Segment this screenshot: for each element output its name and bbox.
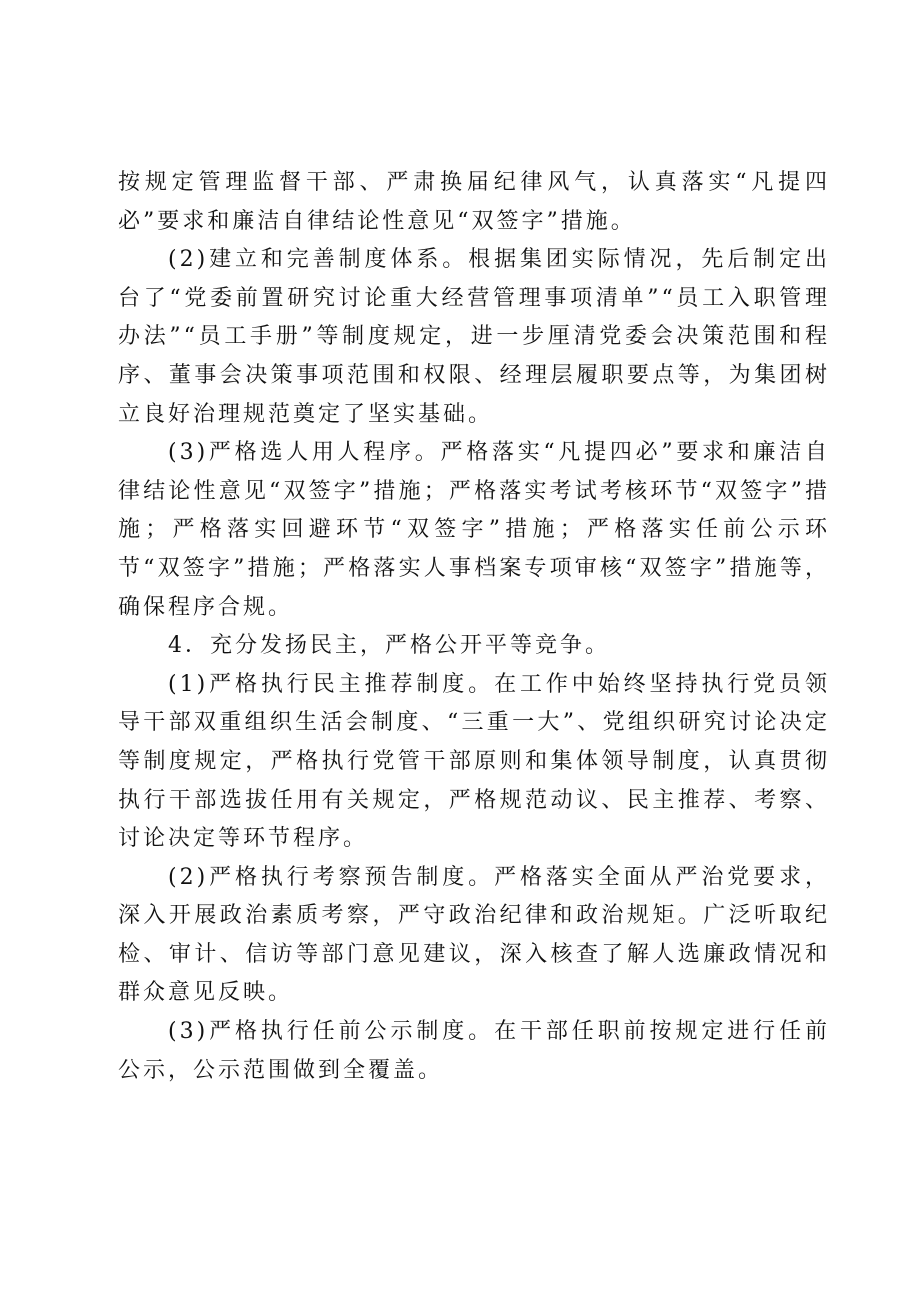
paragraph-6: (2)严格执行考察预告制度。严格落实全面从严治党要求，深入开展政治素质考察，严守政治纪律和政治规矩。广泛听取纪检、审计、信访等部门意见建议，深入核查了解人选廉政情况和群众意见反映。 <box>118 864 830 1006</box>
section-heading-4: 4．充分发扬民主，严格公开平等竞争。 <box>168 633 610 659</box>
paragraph-3: (3)严格选人用人程序。严格落实“凡提四必”要求和廉洁自律结论性意见“双签字”措施；严格落实考试考核环节“双签字”措施；严格落实回避环节“双签字”措施；严格落实任前公示环节“双签字”措施；严格落实人事档案专项审核“双签字”措施等，确保程序合规。 <box>118 440 830 620</box>
paragraph-7: (3)严格执行任前公示制度。在干部任职前按规定进行任前公示，公示范围做到全覆盖。 <box>118 1019 830 1083</box>
document-page <box>118 164 830 1090</box>
paragraph-5: (1)严格执行民主推荐制度。在工作中始终坚持执行党员领导干部双重组织生活会制度、“三重一大”、党组织研究讨论决定等制度规定，严格执行党管干部原则和集体领导制度，认真贯彻执行干部选拔任用有关规定，严格规范动议、民主推荐、考察、讨论决定等环节程序。 <box>118 671 830 852</box>
paragraph-1: 按规定管理监督干部、严肃换届纪律风气，认真落实“凡提四必”要求和廉洁自律结论性意见“双签字”措施。 <box>118 170 830 234</box>
paragraph-2: (2)建立和完善制度体系。根据集团实际情况，先后制定出台了“党委前置研究讨论重大经营管理事项清单”“员工入职管理办法”“员工手册”等制度规定，进一步厘清党委会决策范围和程序、董事会决策事项范围和权限、经理层履职要点等，为集团树立良好治理规范奠定了坚实基础。 <box>118 247 830 427</box>
